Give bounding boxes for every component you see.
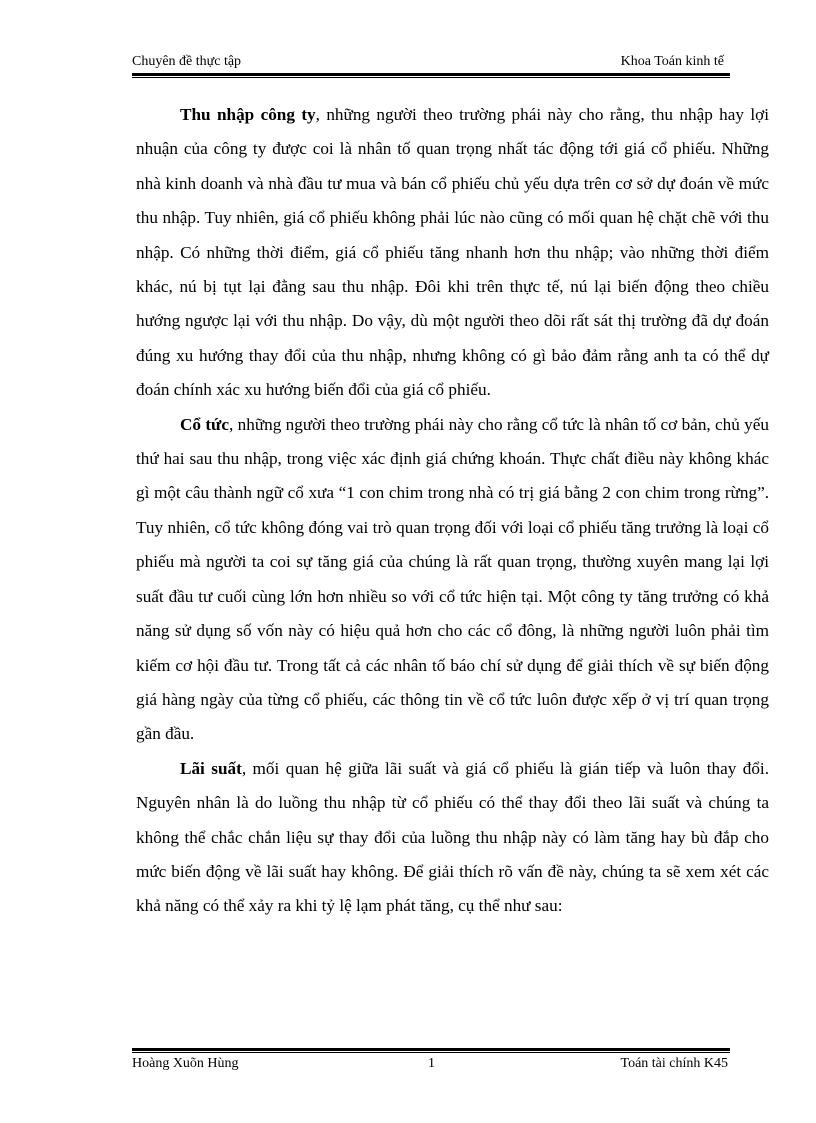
term-dividends: Cổ tức bbox=[180, 414, 230, 434]
term-earnings: Thu nhập công ty bbox=[180, 105, 316, 124]
term-interest-rate: Lãi suất bbox=[180, 758, 242, 778]
header-rule bbox=[132, 73, 730, 78]
page-footer bbox=[132, 1053, 730, 1077]
paragraph-dividends-text: , những người theo trường phái này cho rằng cổ tức là nhân tố cơ bản, chủ yếu thứ hai sau thu nhập, trong việc xác định giá chứng khoán. Thực chất điều này không khác gì một câu thành ngữ cổ xưa “1 con chim trong nhà có trị giá bằng 2 con chim trong rừng”. Tuy nhiên, cổ tức không đóng vai trò quan trọng đối với loại cổ phiếu tăng trưởng là loại cổ phiếu mà người ta coi sự tăng giá của chúng là rất quan trọng, thường xuyên mang lại lợi suất đầu tư cuối cùng lớn hơn nhiều so với cổ tức hiện tại. Một công ty tăng trưởng có khả năng sử dụng số vốn này có hiệu quả hơn cho các cổ đông, là những người luôn phải tìm kiếm cơ hội đầu tư. Trong tất cả các nhân tố báo chí sử dụng để giải thích về sự biến động giá hàng ngày của từng cổ phiếu, các thông tin về cổ tức luôn được xếp ở vị trí quan trọng gần đầu. bbox=[136, 414, 769, 744]
paragraph-dividends bbox=[136, 408, 769, 752]
page-header bbox=[132, 50, 730, 74]
paragraph-earnings bbox=[136, 98, 769, 408]
document-body bbox=[136, 98, 769, 924]
header-left: Chuyên đề thực tập bbox=[132, 54, 242, 69]
header-right: Khoa Toán kinh tế bbox=[620, 54, 724, 69]
paragraph-earnings-text: , những người theo trường phái này cho rằng, thu nhập hay lợi nhuận của công ty được coi là nhân tố quan trọng nhất tác động tới giá cổ phiếu. Những nhà kinh doanh và nhà đầu tư mua và bán cổ phiếu chủ yếu dựa trên cơ sở dự đoán về mức thu nhập. Tuy nhiên, giá cổ phiếu không phải lúc nào cũng có mối quan hệ chặt chẽ với thu nhập. Có những thời điểm, giá cổ phiếu tăng nhanh hơn thu nhập; vào những thời điểm khác, nú bị tụt lại đằng sau thu nhập. Đôi khi trên thực tế, nú lại biến động theo chiều hướng ngược lại với thu nhập. Do vậy, dù một người theo dõi rất sát thị trường đã dự đoán đúng xu hướng thay đổi của thu nhập, nhưng không có gì bảo đảm rằng anh ta có thể dự đoán chính xác xu hướng biến đổi của giá cổ phiếu. bbox=[136, 105, 769, 400]
page-number: 1 bbox=[428, 1056, 435, 1071]
footer-class: Toán tài chính K45 bbox=[620, 1056, 728, 1071]
footer-author: Hoàng Xuõn Hùng bbox=[132, 1056, 239, 1071]
paragraph-interest-rate bbox=[136, 752, 769, 924]
paragraph-interest-rate-text: , mối quan hệ giữa lãi suất và giá cổ phiếu là gián tiếp và luôn thay đổi. Nguyên nhân là do luồng thu nhập từ cổ phiếu có thể thay đổi theo lãi suất và chúng ta không thể chắc chắn liệu sự thay đổi của luồng thu nhập này có làm tăng hay bù đắp cho mức biến động về lãi suất hay không. Để giải thích rõ vấn đề này, chúng ta sẽ xem xét các khả năng có thể xảy ra khi tỷ lệ lạm phát tăng, cụ thể như sau: bbox=[136, 758, 769, 916]
